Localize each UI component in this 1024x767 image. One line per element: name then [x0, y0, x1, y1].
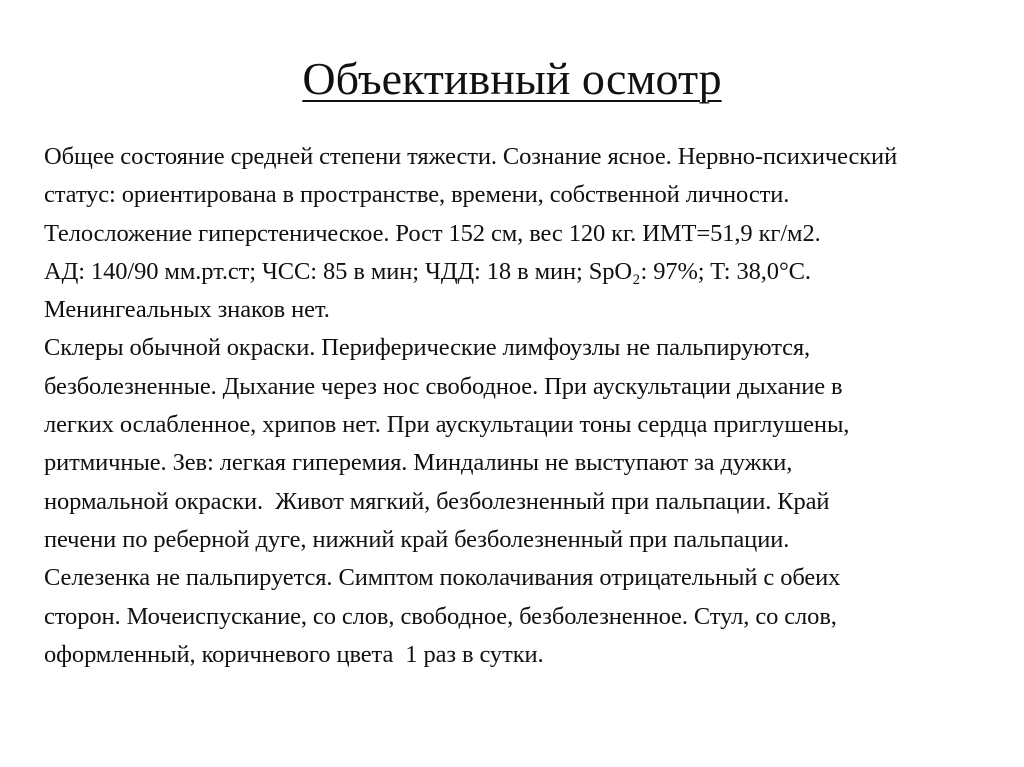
text-line: Склеры обычной окраски. Периферические лимфоузлы не пальпируются, — [44, 334, 811, 362]
text-line: Телосложение гиперстеническое. Рост 152 см, вес 120 кг. ИМТ=51,9 кг/м2. — [44, 219, 821, 247]
page-title: Объективный осмотр — [302, 53, 722, 104]
text-line: нормальной окраски. Живот мягкий, безболезненный при пальпации. Край — [44, 487, 830, 515]
text-line: легких ослабленное, хрипов нет. При аускультации тоны сердца приглушены, — [44, 411, 850, 439]
text-line: ритмичные. Зев: легкая гиперемия. Миндалины не выступают за дужки, — [44, 449, 793, 477]
text-line: печени по реберной дуге, нижний край безболезненный при пальпации. — [44, 525, 790, 553]
text-line: безболезненные. Дыхание через нос свободное. При аускультации дыхание в — [44, 372, 843, 400]
text-line: Общее состояние средней степени тяжести. Сознание ясное. Нервно-психический — [44, 143, 898, 170]
text-line: сторон. Мочеиспускание, со слов, свободное, безболезненное. Стул, со слов, — [44, 602, 837, 630]
text-line: статус: ориентирована в пространстве, времени, собственной личности. — [44, 181, 790, 209]
text-line: оформленный, коричневого цвета 1 раз в сутки. — [44, 640, 544, 668]
text-line: Селезенка не пальпируется. Симптом поколачивания отрицательный с обеих — [44, 564, 841, 592]
vitals-line: АД: 140/90 мм.рт.ст; ЧСС: 85 в мин; ЧДД: 18 в мин; SpO₂: 97%; T: 38,0°C. — [44, 257, 811, 285]
exam-text — [44, 138, 1004, 674]
text-line: Менингеальных знаков нет. — [44, 296, 330, 324]
